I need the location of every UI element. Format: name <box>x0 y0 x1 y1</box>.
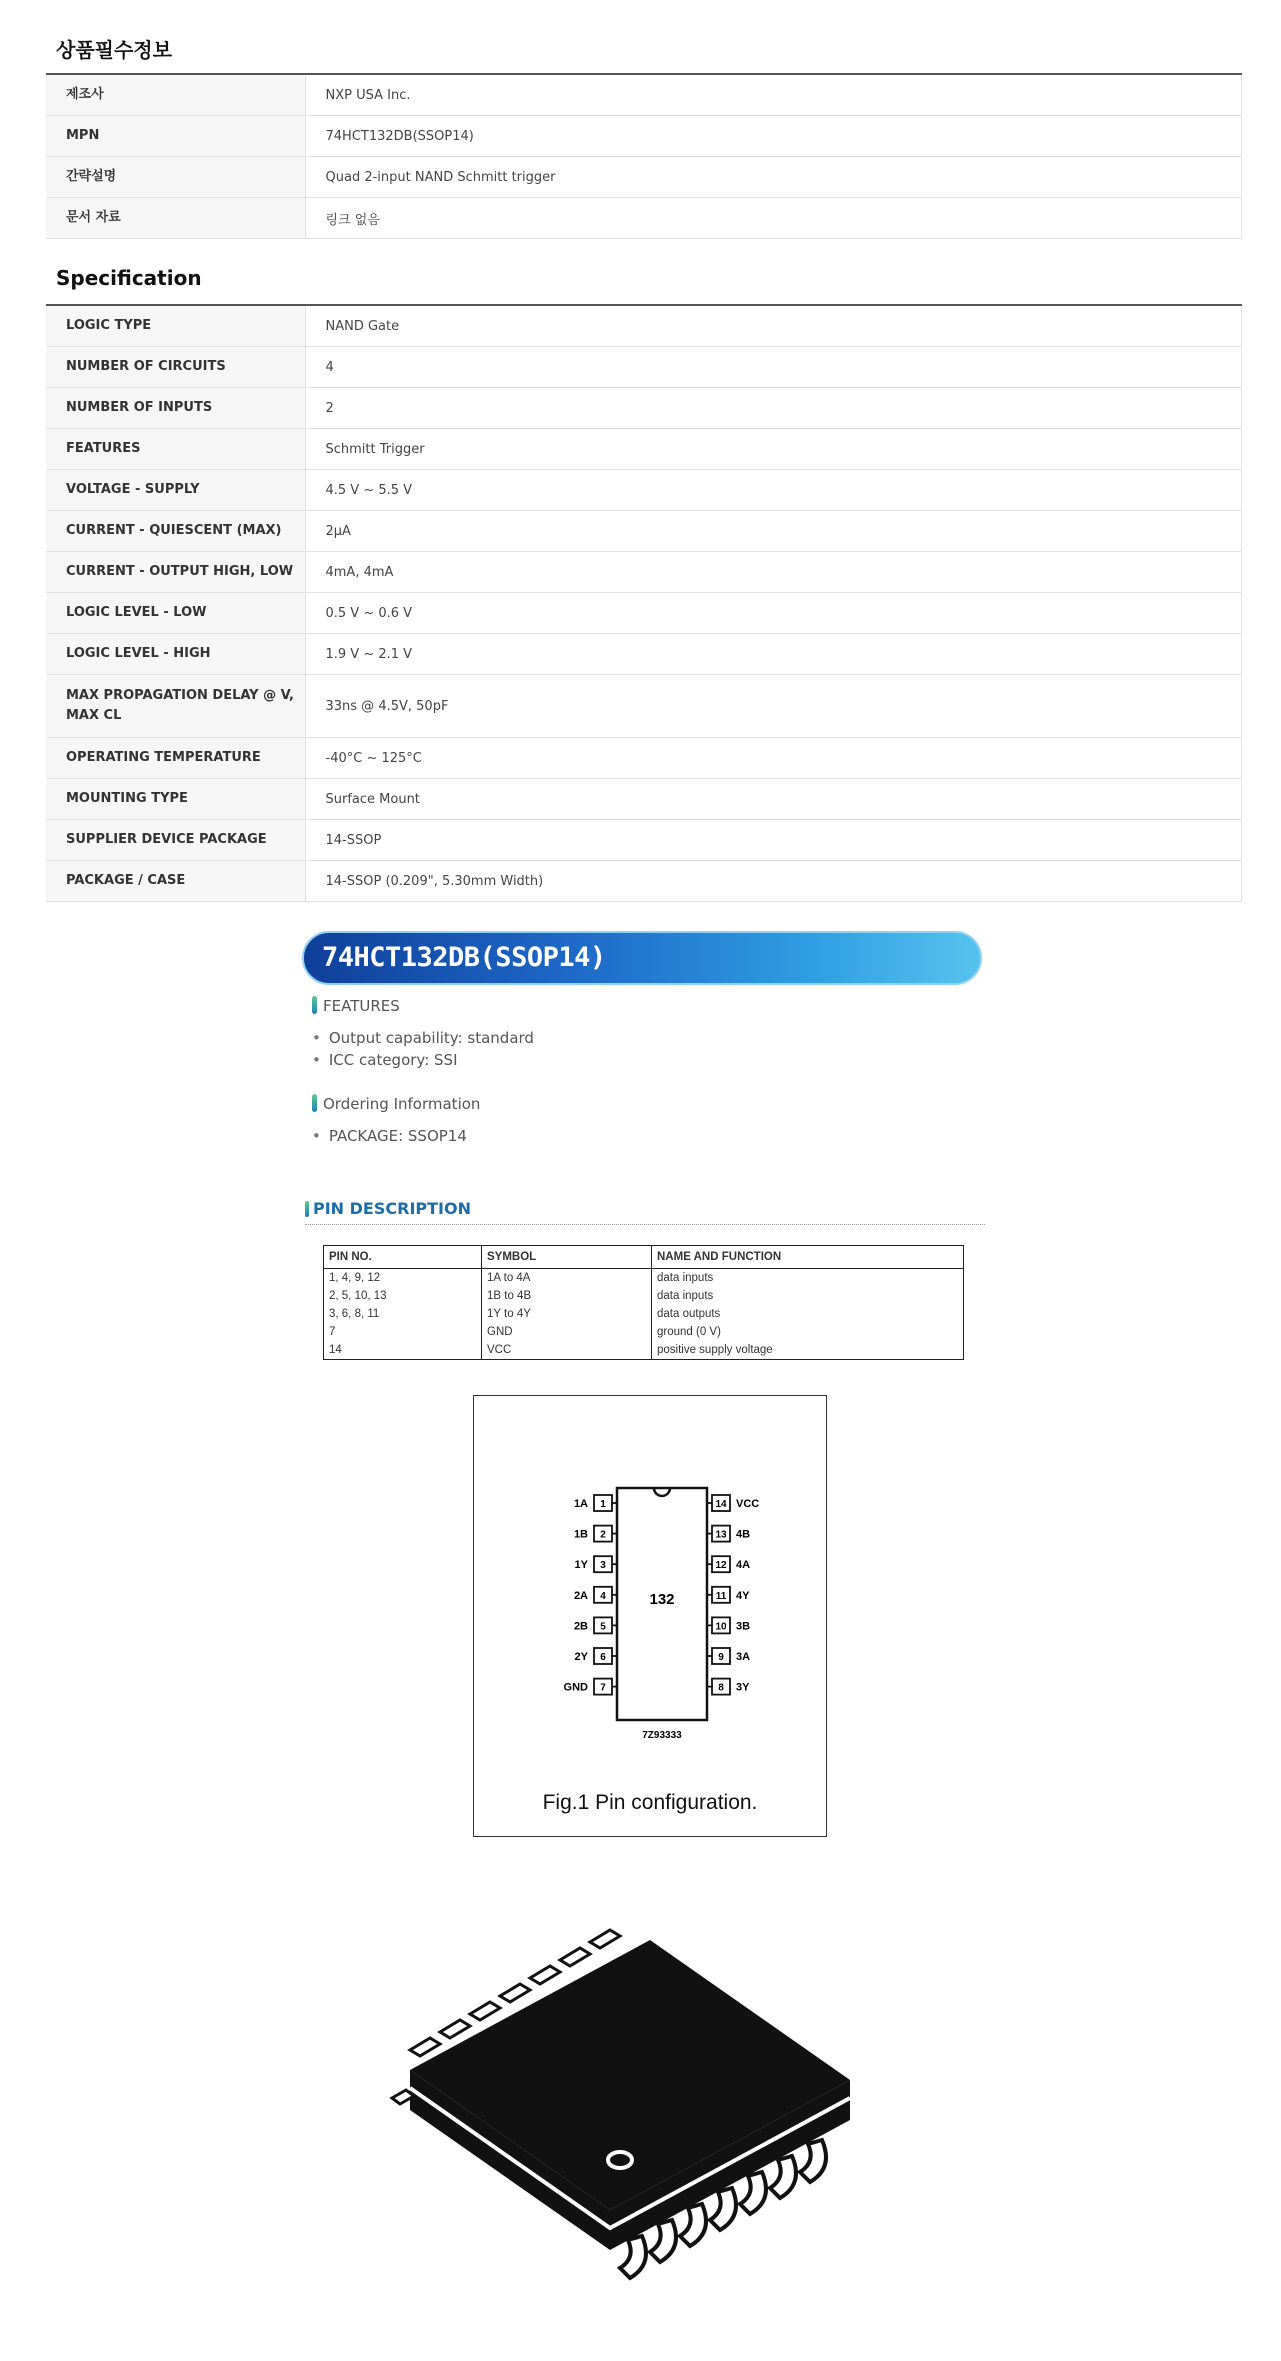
table-row <box>324 1287 964 1305</box>
spec-key: OPERATING TEMPERATURE <box>46 738 305 779</box>
spec-key: CURRENT - OUTPUT HIGH, LOW <box>46 552 305 593</box>
spec-value: 0.5 V ~ 0.6 V <box>305 593 1242 634</box>
pin-table-cell: 3, 6, 8, 11 <box>324 1305 482 1323</box>
pin-number: 4 <box>600 1590 606 1602</box>
list-item: • PACKAGE: SSOP14 <box>312 1125 467 1147</box>
spec-key: MPN <box>46 116 305 157</box>
table-row <box>46 305 1242 347</box>
pin-table-cell: data inputs <box>652 1269 964 1288</box>
table-row <box>46 861 1242 902</box>
table-row <box>324 1269 964 1288</box>
list-item: • Output capability: standard <box>312 1027 534 1049</box>
pin-name: GND <box>563 1681 588 1694</box>
table-row <box>46 634 1242 675</box>
pin-table-header: SYMBOL <box>482 1246 652 1269</box>
table-row <box>46 116 1242 157</box>
pin-number: 3 <box>600 1560 606 1572</box>
pin-table-cell: data inputs <box>652 1287 964 1305</box>
spec-value: Surface Mount <box>305 779 1242 820</box>
pin-name: 1Y <box>574 1559 588 1572</box>
pin-table-cell: 7 <box>324 1323 482 1341</box>
spec-value: 2 <box>305 388 1242 429</box>
pin-name: 1A <box>573 1498 588 1510</box>
bullet-bar-icon <box>312 996 317 1014</box>
features-list <box>312 1027 534 1071</box>
pin-number: 11 <box>715 1590 727 1602</box>
spec-value: 4 <box>305 347 1242 388</box>
pin-number: 12 <box>715 1560 727 1572</box>
spec-value: -40°C ~ 125°C <box>305 738 1242 779</box>
spec-value: 2µA <box>305 511 1242 552</box>
pin-description-heading: PIN DESCRIPTION <box>305 1199 471 1218</box>
spec-key: SUPPLIER DEVICE PACKAGE <box>46 820 305 861</box>
pin-name: 2B <box>573 1620 588 1633</box>
spec-value: NAND Gate <box>305 305 1242 347</box>
spec-value: 14-SSOP <box>305 820 1242 861</box>
chip-label: 132 <box>649 1591 675 1608</box>
drawing-code: 7Z93333 <box>642 1730 682 1741</box>
spec-key: 간략설명 <box>46 157 305 198</box>
divider <box>305 1224 985 1225</box>
spec-key: VOLTAGE - SUPPLY <box>46 470 305 511</box>
spec-key: MOUNTING TYPE <box>46 779 305 820</box>
table-row <box>46 511 1242 552</box>
bullet-bar-icon <box>305 1201 309 1217</box>
pin-table-cell: 1, 4, 9, 12 <box>324 1269 482 1288</box>
ssop14-package-image <box>380 1920 900 2290</box>
spec-value: NXP USA Inc. <box>305 74 1242 116</box>
pin-name: 3B <box>736 1620 751 1633</box>
table-row <box>46 74 1242 116</box>
pin-number: 9 <box>718 1652 724 1663</box>
table-row <box>46 157 1242 198</box>
pin-name: 2A <box>573 1589 588 1602</box>
table-row <box>46 779 1242 820</box>
spec-value: 74HCT132DB(SSOP14) <box>305 116 1242 157</box>
pin-configuration-figure <box>473 1395 827 1837</box>
figure-caption: Fig.1 Pin configuration. <box>542 1791 758 1814</box>
pin-table-header: NAME AND FUNCTION <box>652 1246 964 1269</box>
spec-key: PACKAGE / CASE <box>46 861 305 902</box>
pin-number: 1 <box>600 1499 606 1510</box>
pin-table-header: PIN NO. <box>324 1246 482 1269</box>
pin-diagram <box>474 1396 826 1776</box>
spec-value: 33ns @ 4.5V, 50pF <box>305 675 1242 738</box>
pin-name: 4B <box>736 1528 751 1541</box>
spec-key: 제조사 <box>46 74 305 116</box>
pin-table-cell: data outputs <box>652 1305 964 1323</box>
spec-key: 문서 자료 <box>46 198 305 239</box>
spec-key: NUMBER OF INPUTS <box>46 388 305 429</box>
pin-name: VCC <box>736 1498 760 1510</box>
table-row <box>46 429 1242 470</box>
table-row <box>46 593 1242 634</box>
pin-description-table <box>323 1245 964 1360</box>
spec-key: MAX PROPAGATION DELAY @ V, MAX CL <box>46 675 305 738</box>
pin-table-cell: GND <box>482 1323 652 1341</box>
table-row <box>324 1305 964 1323</box>
pin-table-cell: ground (0 V) <box>652 1323 964 1341</box>
pin-table-cell: 1B to 4B <box>482 1287 652 1305</box>
pin-name: 2Y <box>574 1651 588 1663</box>
spec-key: CURRENT - QUIESCENT (MAX) <box>46 511 305 552</box>
pin-number: 10 <box>715 1621 727 1633</box>
pin-name: 4A <box>736 1559 751 1572</box>
banner-title: 74HCT132DB(SSOP14) <box>322 942 606 973</box>
pin-name: 1B <box>573 1528 588 1541</box>
table-row <box>46 738 1242 779</box>
product-info-table <box>46 73 1242 239</box>
pin-table-cell: 1A to 4A <box>482 1269 652 1288</box>
list-item: • ICC category: SSI <box>312 1049 534 1071</box>
spec-key: FEATURES <box>46 429 305 470</box>
table-row <box>46 388 1242 429</box>
pin-name: 3Y <box>736 1681 750 1694</box>
pin-table-cell: 2, 5, 10, 13 <box>324 1287 482 1305</box>
pin-number: 14 <box>715 1499 727 1510</box>
ordering-list <box>312 1125 467 1147</box>
spec-value: 4.5 V ~ 5.5 V <box>305 470 1242 511</box>
pin-number: 2 <box>600 1529 606 1541</box>
pin-table-cell: 1Y to 4Y <box>482 1305 652 1323</box>
spec-value: 1.9 V ~ 2.1 V <box>305 634 1242 675</box>
table-row <box>46 552 1242 593</box>
pin-number: 13 <box>715 1529 727 1541</box>
features-heading: FEATURES <box>312 996 400 1015</box>
table-row <box>46 675 1242 738</box>
pin-number: 5 <box>600 1621 606 1633</box>
pin-number: 7 <box>600 1682 606 1694</box>
product-banner <box>302 931 982 985</box>
spec-value: Schmitt Trigger <box>305 429 1242 470</box>
pin-table-cell: positive supply voltage <box>652 1341 964 1360</box>
pin-table-cell: VCC <box>482 1341 652 1360</box>
bullet-bar-icon <box>312 1094 317 1112</box>
spec-value: 링크 없음 <box>305 198 1242 239</box>
table-row <box>46 820 1242 861</box>
table-row <box>46 470 1242 511</box>
spec-key: LOGIC LEVEL - LOW <box>46 593 305 634</box>
ordering-heading: Ordering Information <box>312 1094 480 1113</box>
pin-name: 3A <box>736 1651 751 1663</box>
specification-title: Specification <box>56 266 202 290</box>
pin-number: 8 <box>718 1682 724 1694</box>
table-row <box>46 198 1242 239</box>
pin-table-cell: 14 <box>324 1341 482 1360</box>
table-row <box>324 1323 964 1341</box>
pin-name: 4Y <box>736 1589 750 1602</box>
specification-table <box>46 304 1242 902</box>
product-info-title: 상품필수정보 <box>56 38 172 62</box>
spec-key: NUMBER OF CIRCUITS <box>46 347 305 388</box>
spec-key: LOGIC LEVEL - HIGH <box>46 634 305 675</box>
table-row <box>324 1341 964 1360</box>
table-row <box>46 347 1242 388</box>
pin-number: 6 <box>600 1652 606 1663</box>
spec-value: 14-SSOP (0.209", 5.30mm Width) <box>305 861 1242 902</box>
spec-value: 4mA, 4mA <box>305 552 1242 593</box>
spec-key: LOGIC TYPE <box>46 305 305 347</box>
spec-value: Quad 2-input NAND Schmitt trigger <box>305 157 1242 198</box>
